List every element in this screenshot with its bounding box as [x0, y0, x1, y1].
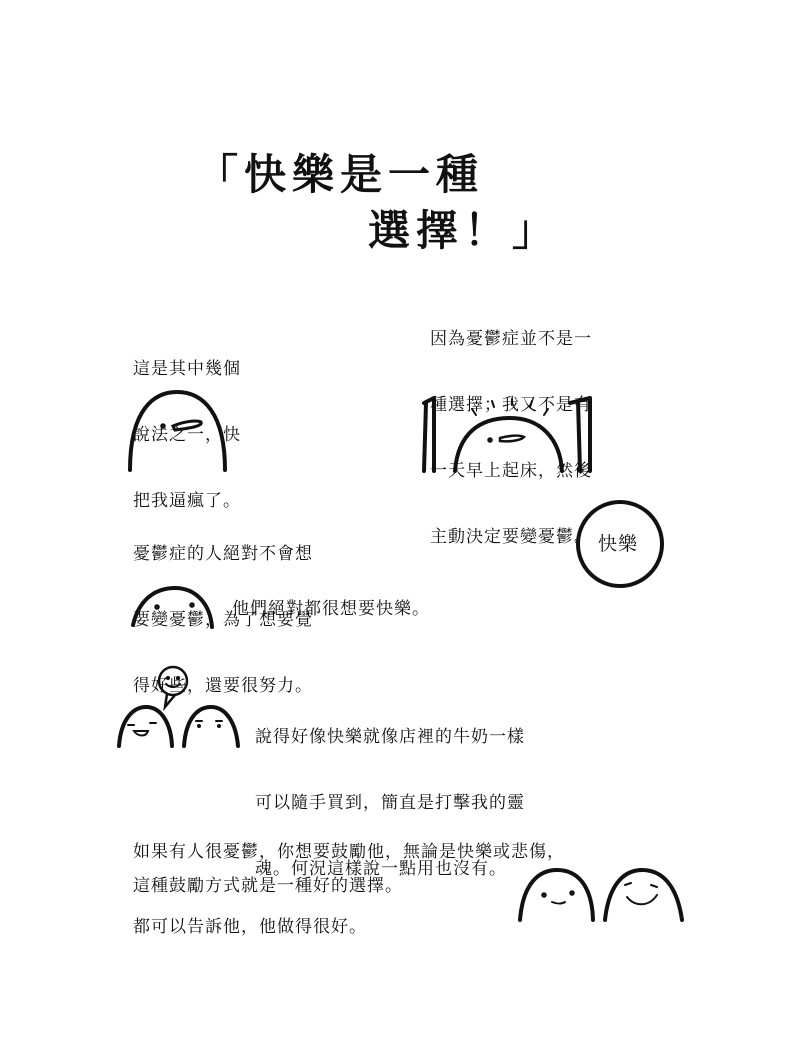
two-blob-characters-icon — [116, 703, 246, 748]
blob-character-icon — [125, 388, 235, 473]
text-line: 因為憂鬱症並不是一 — [430, 329, 592, 349]
happiness-label: 快樂 — [598, 533, 639, 555]
panel7-text: 這種鼓勵方式就是一種好的選擇。 — [133, 876, 403, 896]
text-line: 把我逼瘋了。 — [133, 491, 241, 511]
two-smiling-blobs-icon — [517, 865, 689, 923]
title-line-1: 「快樂是一種 — [196, 150, 485, 199]
text-line: 說法之一，快 — [133, 425, 241, 445]
blob-arms-raised-icon — [420, 393, 595, 475]
text-line: 都可以告訴他，他做得很好。 — [133, 917, 367, 937]
blob-character-icon — [130, 585, 220, 630]
text-line: 這是其中幾個 — [133, 359, 241, 379]
text-line: 如果有人很憂鬱，你想要鼓勵他，無論是快樂或悲傷， — [133, 842, 565, 862]
text-line: 魂。何況這樣說一點用也沒有。 — [255, 859, 507, 879]
text-line: 種選擇；我又不是有 — [430, 395, 592, 415]
text-line: 得好些，還要很努力。 — [133, 676, 313, 696]
text-line: 憂鬱症的人絕對不會想 — [133, 544, 313, 564]
text-line: 可以隨手買到，簡直是打擊我的靈 — [255, 793, 525, 813]
text-line: 說得好像快樂就像店裡的牛奶一樣 — [255, 727, 525, 747]
text-line: 一天早上起床，然後 — [430, 461, 592, 481]
text-line: 主動決定要變憂鬱。 — [430, 527, 592, 547]
text-line: 要變憂鬱，為了想要覺 — [133, 610, 313, 630]
title-line-2: 選擇！」 — [368, 206, 561, 255]
panel4-text: 他們絕對都很想要快樂。 — [232, 599, 430, 619]
